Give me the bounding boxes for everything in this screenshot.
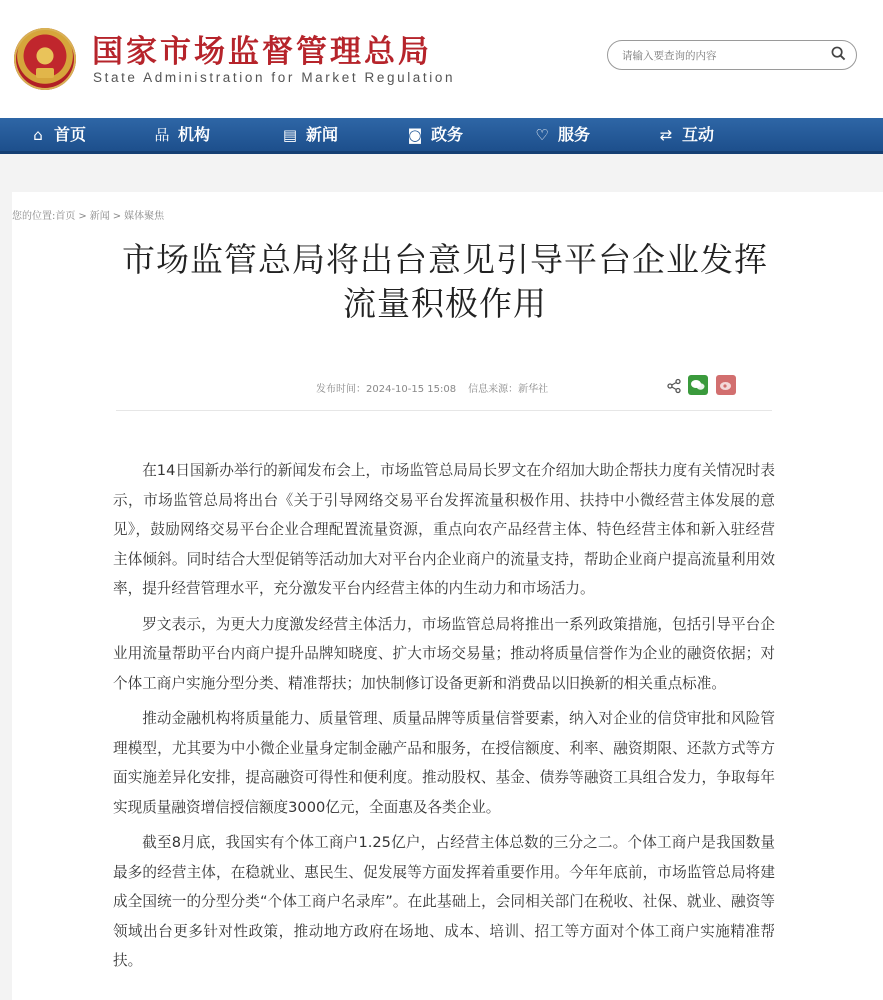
nav-item-affairs[interactable] — [405, 118, 463, 154]
heart-icon: ♡ — [535, 126, 549, 144]
news-icon: ▤ — [282, 126, 298, 144]
article-body — [113, 456, 775, 982]
article-meta — [316, 380, 548, 395]
article-title-line1: 市场监管总局将出台意见引导平台企业发挥 — [122, 240, 768, 279]
nav-item-interaction[interactable] — [656, 118, 714, 154]
source-name: 新华社 — [518, 384, 549, 395]
interaction-icon: ⇄ — [659, 126, 673, 144]
affairs-icon: ◙ — [407, 126, 423, 144]
search-input[interactable] — [620, 46, 819, 66]
publish-time: 2024-10-15 15:08 — [366, 384, 457, 395]
source-label: 信息来源： — [468, 384, 519, 395]
publish-label: 发布时间： — [316, 384, 366, 395]
nav-item-service[interactable] — [532, 118, 590, 154]
organization-icon: 品 — [154, 126, 170, 144]
nav-item-label: 首页 — [54, 125, 87, 144]
search-icon[interactable] — [831, 46, 846, 61]
nav-item-label: 新闻 — [306, 125, 339, 144]
site-title[interactable]: 国家市场监督管理总局 — [92, 34, 432, 70]
nav-item-home[interactable] — [28, 118, 86, 154]
weibo-share-icon[interactable] — [716, 375, 736, 395]
national-emblem-icon[interactable] — [14, 28, 76, 90]
meta-divider — [116, 410, 772, 411]
article-paragraph: 推动金融机构将质量能力、质量管理、质量品牌等质量信誉要素，纳入对企业的信贷审批和风险管理模型，尤其要为中小微企业量身定制金融产品和服务，在授信额度、利率、融资期限、还款方式等方面实施差异化安排，提高融资可得性和便利度。推动股权、基金、债券等融资工具组合发力，争取每年实现质量融资增信授信额度3000亿元，全面惠及各类企业。 — [113, 710, 775, 816]
nav-item-label: 互动 — [682, 125, 715, 144]
breadcrumb-home[interactable]: 您的位置:首页 — [12, 211, 76, 222]
main-nav — [0, 118, 883, 154]
search-box — [607, 40, 857, 70]
share-icon[interactable] — [666, 378, 682, 394]
breadcrumb-separator: > — [112, 211, 122, 222]
article-paragraph: 罗文表示，为更大力度激发经营主体活力，市场监管总局将推出一系列政策措施，包括引导平台企业用流量帮助平台内商户提升品牌知晓度、扩大市场交易量；推动将质量信誉作为企业的融资依据；对个体工商户实施分型分类、精准帮扶；加快制修订设备更新和消费品以旧换新的相关重点标准。 — [113, 615, 775, 692]
nav-item-organization[interactable] — [152, 118, 210, 154]
article-title — [110, 238, 780, 326]
breadcrumb-news[interactable]: 新闻 — [89, 211, 110, 222]
nav-item-label: 服务 — [558, 125, 591, 144]
site-header — [0, 0, 883, 118]
article-paragraph: 在14日国新办举行的新闻发布会上，市场监管总局局长罗文在介绍加大助企帮扶力度有关情况时表示，市场监管总局将出台《关于引导网络交易平台发挥流量积极作用、扶持中小微经营主体发展的意见》，鼓励网络交易平台企业合理配置流量资源，重点向农产品经营主体、特色经营主体和新入驻经营主体倾斜。同时结合大型促销等活动加大对平台内企业商户的流量支持，帮助企业商户提高流量利用效率，提升经营管理水平，充分激发平台内经营主体的内生动力和市场活力。 — [113, 462, 775, 597]
article-paragraph: 截至8月底，我国实有个体工商户1.25亿户，占经营主体总数的三分之二。个体工商户是我国数量最多的经营主体，在稳就业、惠民生、促发展等方面发挥着重要作用。今年年底前，市场监管总局将建成全国统一的分型分类“个体工商户名录库”。在此基础上，会同相关部门在税收、社保、就业、融资等领域出台更多针对性政策，推动地方政府在场地、成本、培训、招工等方面对个体工商户实施精准帮扶。 — [113, 834, 775, 969]
nav-item-news[interactable] — [280, 118, 338, 154]
breadcrumb — [12, 207, 164, 222]
breadcrumb-media[interactable]: 媒体聚焦 — [124, 211, 165, 222]
article-title-line2: 流量积极作用 — [343, 284, 547, 323]
nav-item-label: 机构 — [178, 125, 211, 144]
home-icon: ⌂ — [33, 126, 43, 144]
site-subtitle: State Administration for Market Regulation — [93, 70, 456, 85]
nav-item-label: 政务 — [431, 125, 464, 144]
wechat-share-icon[interactable] — [688, 375, 708, 395]
breadcrumb-separator: > — [78, 211, 87, 222]
